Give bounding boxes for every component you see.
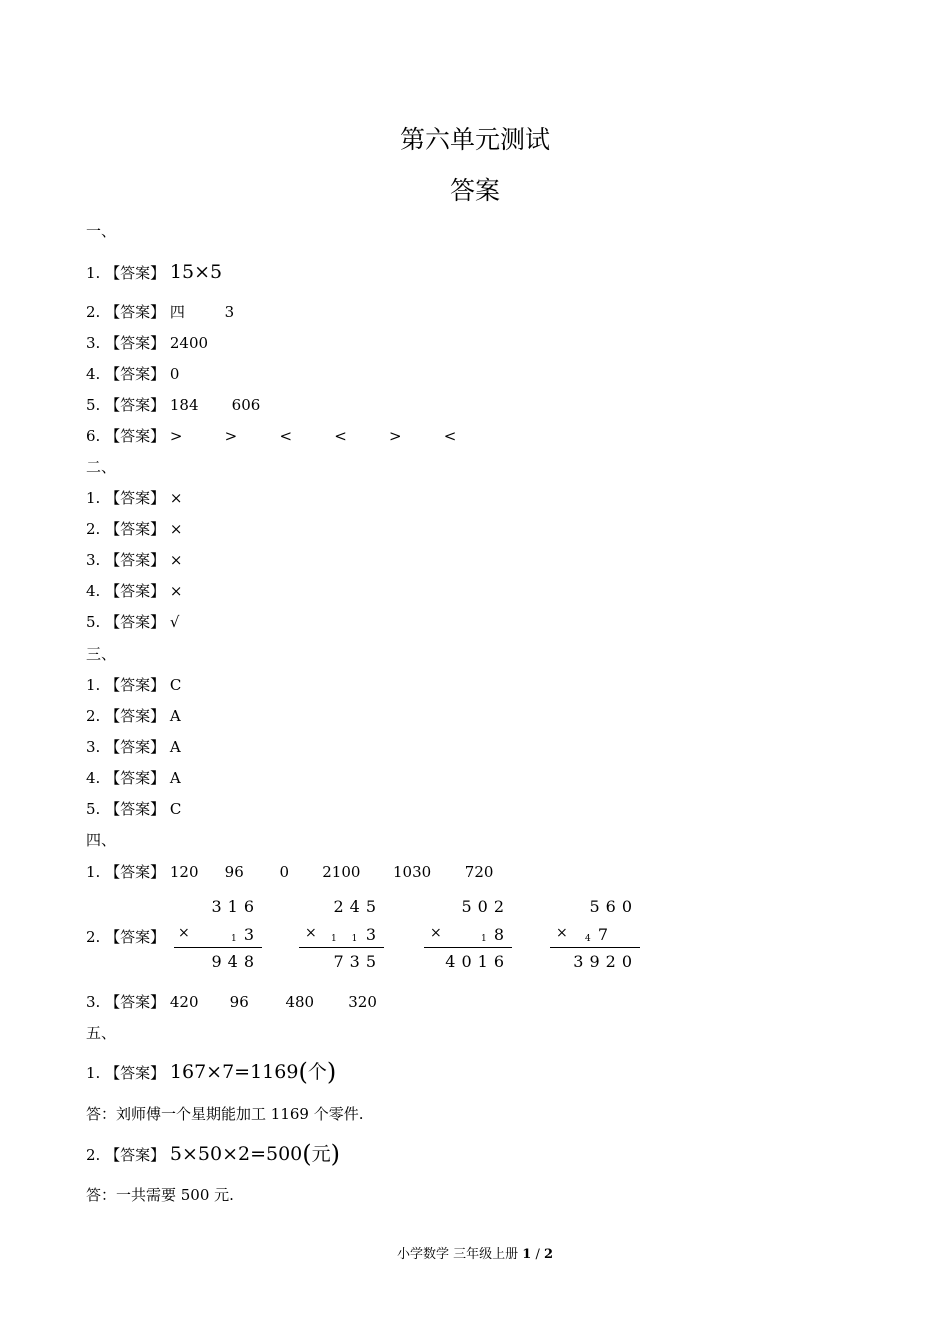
answer-label: 【答案】 — [105, 676, 166, 694]
multiplicand: 502 — [461, 897, 510, 916]
answer-3-4 — [86, 768, 181, 788]
vertical-multiplication-4 — [550, 897, 640, 977]
answer-2-4 — [86, 581, 182, 601]
result-rule — [174, 947, 262, 948]
product: 735 — [333, 952, 382, 971]
question-number: 6. — [86, 427, 101, 445]
question-number: 2. — [86, 1146, 101, 1164]
answer-value: 0 — [279, 863, 289, 881]
answer-value: > — [169, 427, 183, 445]
answer-label: 【答案】 — [105, 993, 166, 1011]
question-number: 3. — [86, 334, 101, 352]
question-number: 1. — [86, 676, 101, 694]
product: 4016 — [445, 952, 510, 971]
answer-2-1 — [86, 488, 182, 508]
answer-label: 【答案】 — [105, 769, 166, 787]
section-heading-1: 一、 — [86, 222, 117, 240]
answer-label: 【答案】 — [105, 707, 166, 725]
answer-value: > — [389, 427, 402, 445]
section-heading-4: 四、 — [86, 831, 117, 849]
question-number: 4. — [86, 365, 101, 383]
answer-value: 420 — [169, 993, 199, 1011]
question-number: 2. — [86, 928, 101, 946]
question-number: 1. — [86, 863, 101, 881]
page-subtitle: 答案 — [449, 176, 500, 205]
answer-3-5 — [86, 799, 181, 819]
answer-1-3 — [86, 333, 208, 353]
answer-3-1 — [86, 675, 181, 695]
multiplicand: 245 — [333, 897, 382, 916]
answer-1-4 — [86, 364, 179, 384]
question-number: 3. — [86, 993, 101, 1011]
answer-value: A — [169, 769, 181, 787]
answer-2-3 — [86, 550, 182, 570]
answer-value: A — [169, 707, 181, 725]
page-footer — [0, 1246, 950, 1264]
paren-close: ) — [326, 1058, 337, 1086]
paren-open: ( — [302, 1140, 312, 1168]
equation: 5×50×2=500 — [169, 1143, 303, 1165]
vertical-multiplication-2 — [299, 897, 384, 977]
answer-label: 【答案】 — [105, 613, 166, 631]
question-number: 5. — [86, 613, 101, 631]
reply-5-2: 答：一共需要 500 元. — [86, 1186, 234, 1204]
answer-1-6 — [86, 426, 456, 446]
question-number: 4. — [86, 582, 101, 600]
section-heading-2: 二、 — [86, 458, 117, 476]
page-number: 1 — [522, 1247, 532, 1262]
answer-value: × — [169, 582, 183, 600]
answer-5-2 — [86, 1140, 341, 1168]
answer-value: × — [169, 489, 183, 507]
answer-value: C — [169, 676, 182, 694]
answer-5-1 — [86, 1058, 337, 1086]
multiply-sign: × — [430, 925, 442, 941]
answer-label: 【答案】 — [105, 489, 166, 507]
question-number: 5. — [86, 800, 101, 818]
answer-value: 606 — [231, 396, 261, 414]
answer-1-1 — [86, 262, 222, 283]
answer-value: 96 — [229, 993, 249, 1011]
answer-value: × — [169, 551, 183, 569]
answer-value: × — [169, 520, 183, 538]
vertical-multiplication-3 — [424, 897, 512, 977]
answer-value: 96 — [224, 863, 244, 881]
answer-label: 【答案】 — [105, 396, 166, 414]
question-number: 3. — [86, 551, 101, 569]
answer-value: > — [224, 427, 238, 445]
answer-3-3 — [86, 737, 181, 757]
answer-label: 【答案】 — [105, 264, 166, 282]
multiply-sign: × — [556, 925, 568, 941]
unit: 元 — [311, 1143, 331, 1165]
answer-value: 2100 — [322, 863, 361, 881]
answer-value: 1030 — [393, 863, 432, 881]
paren-open: ( — [298, 1058, 308, 1086]
answer-label: 【答案】 — [105, 1146, 166, 1164]
multiplier: 3 — [243, 925, 260, 944]
answer-label: 【答案】 — [105, 303, 166, 321]
answer-value: < — [334, 427, 347, 445]
answer-label: 【答案】 — [105, 738, 166, 756]
answer-value: 2400 — [169, 334, 209, 352]
unit: 个 — [307, 1061, 327, 1083]
carry-digit: 4 — [585, 934, 591, 944]
question-number: 1. — [86, 1064, 101, 1082]
result-rule — [550, 947, 640, 948]
multiply-sign: × — [305, 925, 317, 941]
answer-4-1 — [86, 862, 493, 882]
question-number: 5. — [86, 396, 101, 414]
answer-value: A — [169, 738, 181, 756]
page-title: 第六单元测试 — [399, 125, 550, 154]
answer-4-3 — [86, 992, 377, 1012]
multiplier: 3 — [365, 925, 382, 944]
multiply-sign: × — [178, 925, 190, 941]
question-number: 2. — [86, 520, 101, 538]
question-number: 2. — [86, 707, 101, 725]
answer-2-2 — [86, 519, 182, 539]
product: 948 — [211, 952, 260, 971]
question-number: 3. — [86, 738, 101, 756]
answer-label: 【答案】 — [105, 800, 166, 818]
answer-3-2 — [86, 706, 181, 726]
answer-value: 四 — [169, 303, 185, 321]
product: 3920 — [573, 952, 638, 971]
answer-label: 【答案】 — [105, 863, 166, 881]
answer-4-2-label — [86, 927, 165, 947]
answer-value: 480 — [285, 993, 315, 1011]
question-number: 1. — [86, 489, 101, 507]
answer-value: 720 — [464, 863, 494, 881]
answer-1-2 — [86, 302, 234, 322]
section-heading-3: 三、 — [86, 645, 117, 663]
answer-label: 【答案】 — [105, 520, 166, 538]
multiplier: 8 — [493, 925, 510, 944]
equation: 167×7=1169 — [169, 1061, 299, 1083]
page-separator: / — [531, 1247, 544, 1262]
answer-value: √ — [169, 613, 180, 631]
paren-close: ) — [330, 1140, 341, 1168]
answer-value: < — [443, 427, 457, 445]
answer-label: 【答案】 — [105, 427, 166, 445]
answer-2-5 — [86, 612, 179, 632]
footer-text: 小学数学 三年级上册 — [396, 1247, 519, 1262]
carry-digit: 1 1 — [331, 934, 364, 944]
answer-value: < — [279, 427, 293, 445]
answer-value: 184 — [169, 396, 199, 414]
section-heading-5: 五、 — [86, 1024, 117, 1042]
answer-label: 【答案】 — [105, 334, 166, 352]
answer-value: 320 — [348, 993, 377, 1011]
answer-value: 0 — [169, 365, 180, 383]
answer-value: C — [169, 800, 182, 818]
result-rule — [299, 947, 384, 948]
answer-label: 【答案】 — [105, 365, 166, 383]
question-number: 2. — [86, 303, 101, 321]
question-number: 4. — [86, 769, 101, 787]
result-rule — [424, 947, 512, 948]
carry-digit: 1 — [231, 934, 237, 944]
answer-value: 120 — [169, 863, 199, 881]
carry-digit: 1 — [481, 934, 487, 944]
answer-value: 15×5 — [169, 261, 223, 283]
answer-label: 【答案】 — [105, 551, 166, 569]
reply-5-1: 答：刘师傅一个星期能加工 1169 个零件. — [86, 1105, 364, 1123]
vertical-multiplication-1 — [174, 897, 262, 977]
multiplicand: 560 — [589, 897, 638, 916]
page-total: 2 — [543, 1247, 554, 1262]
multiplicand: 316 — [211, 897, 260, 916]
question-number: 1. — [86, 264, 101, 282]
answer-value: 3 — [224, 303, 235, 321]
answer-label: 【答案】 — [105, 928, 166, 946]
answer-label: 【答案】 — [105, 1064, 166, 1082]
multiplier: 7 — [597, 925, 614, 944]
answer-1-5 — [86, 395, 260, 415]
answer-label: 【答案】 — [105, 582, 166, 600]
